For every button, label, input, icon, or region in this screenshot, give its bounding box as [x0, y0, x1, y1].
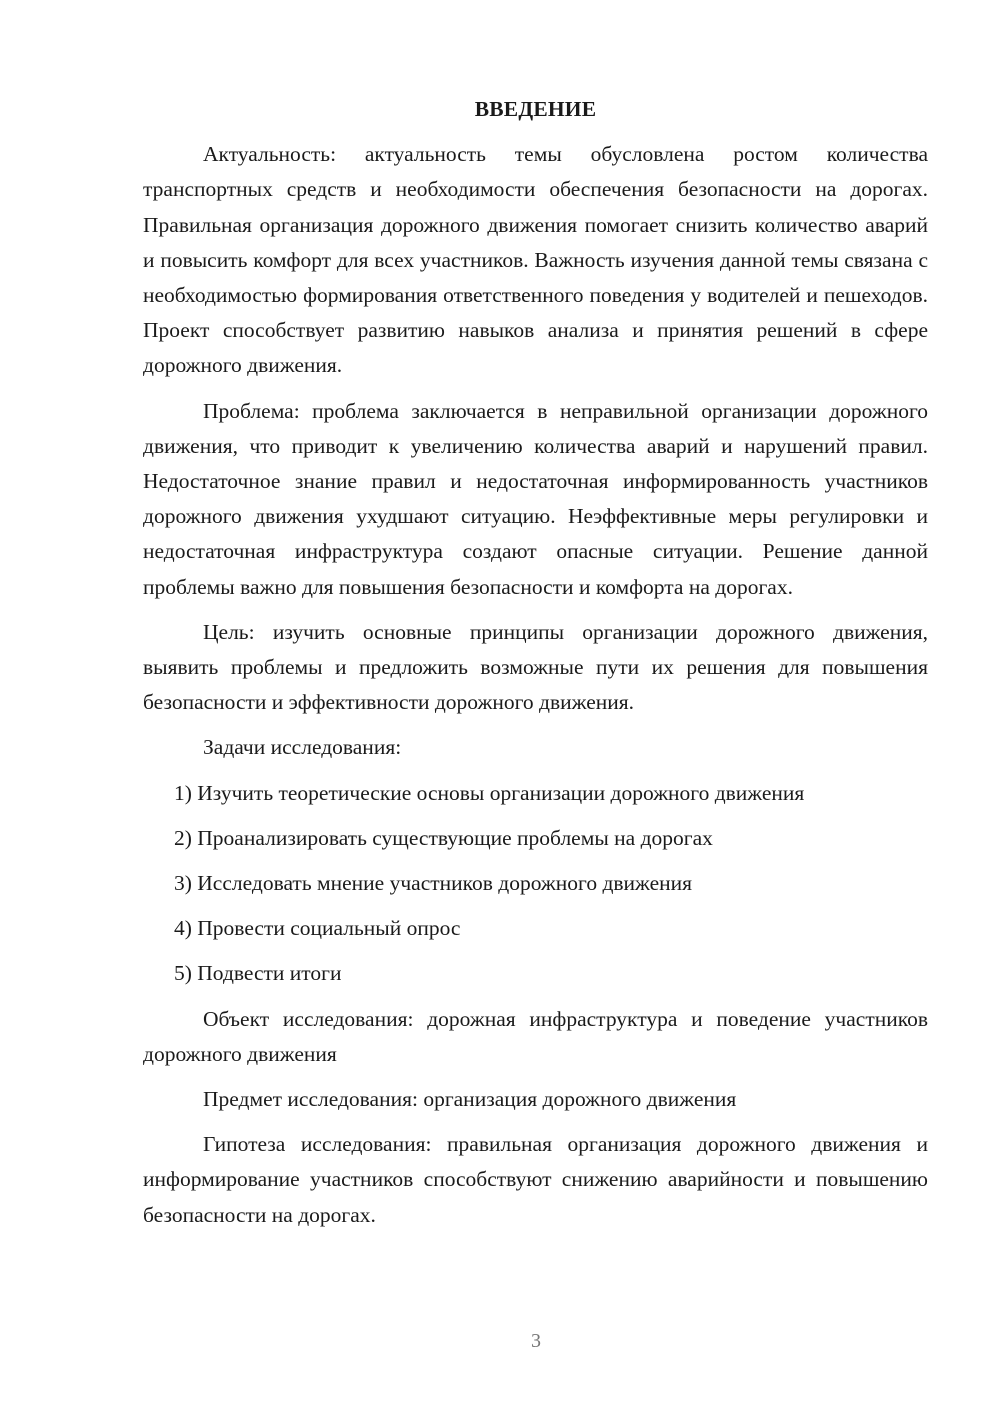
task-item: 4) Провести социальный опрос	[174, 916, 461, 941]
goal-paragraph: Цель: изучить основные принципы организации дорожного движения, выявить проблемы и предложить возможные пути их решения для повышения безопасности и эффективности дорожного движения.	[143, 619, 928, 715]
document-page	[143, 92, 928, 1243]
section-heading: ВВЕДЕНИЕ	[474, 97, 597, 121]
tasks-list	[143, 776, 928, 992]
hypothesis-paragraph: Гипотеза исследования: правильная организация дорожного движения и информирование участников способствуют снижению аварийности и повышению безопасности на дорогах.	[143, 1132, 928, 1227]
task-item: 3) Исследовать мнение участников дорожного движения	[174, 871, 693, 896]
task-item: 2) Проанализировать существующие проблемы на дорогах	[174, 825, 713, 850]
relevance-paragraph: Актуальность: актуальность темы обусловлена ростом количества транспортных средств и необходимости обеспечения безопасности на дорогах. Правильная организация дорожного движения помогает снизить количество аварий и повысить комфорт для всех участников. Важность изучения данной темы связана с необходимостью формирования ответственного поведения у водителей и пешеходов. Проект способствует развитию навыков анализа и принятия решений в сфере дорожного движения.	[143, 142, 928, 378]
object-paragraph: Объект исследования: дорожная инфраструктура и поведение участников дорожного движения	[143, 1006, 928, 1066]
task-item: 5) Подвести итоги	[174, 961, 342, 986]
problem-paragraph: Проблема: проблема заключается в неправильной организации дорожного движения, что приводит к увеличению количества аварий и нарушений правил. Недостаточное знание правил и недостаточная информированность участников дорожного движения ухудшают ситуацию. Неэффективные меры регулировки и недостаточная инфраструктура создают опасные ситуации. Решение данной проблемы важно для повышения безопасности и комфорта на дорогах.	[143, 398, 928, 599]
page-number: 3	[531, 1330, 541, 1352]
tasks-title: Задачи исследования:	[203, 735, 402, 760]
task-item: 1) Изучить теоретические основы организации дорожного движения	[174, 780, 805, 805]
subject-paragraph: Предмет исследования: организация дорожного движения	[203, 1087, 737, 1112]
